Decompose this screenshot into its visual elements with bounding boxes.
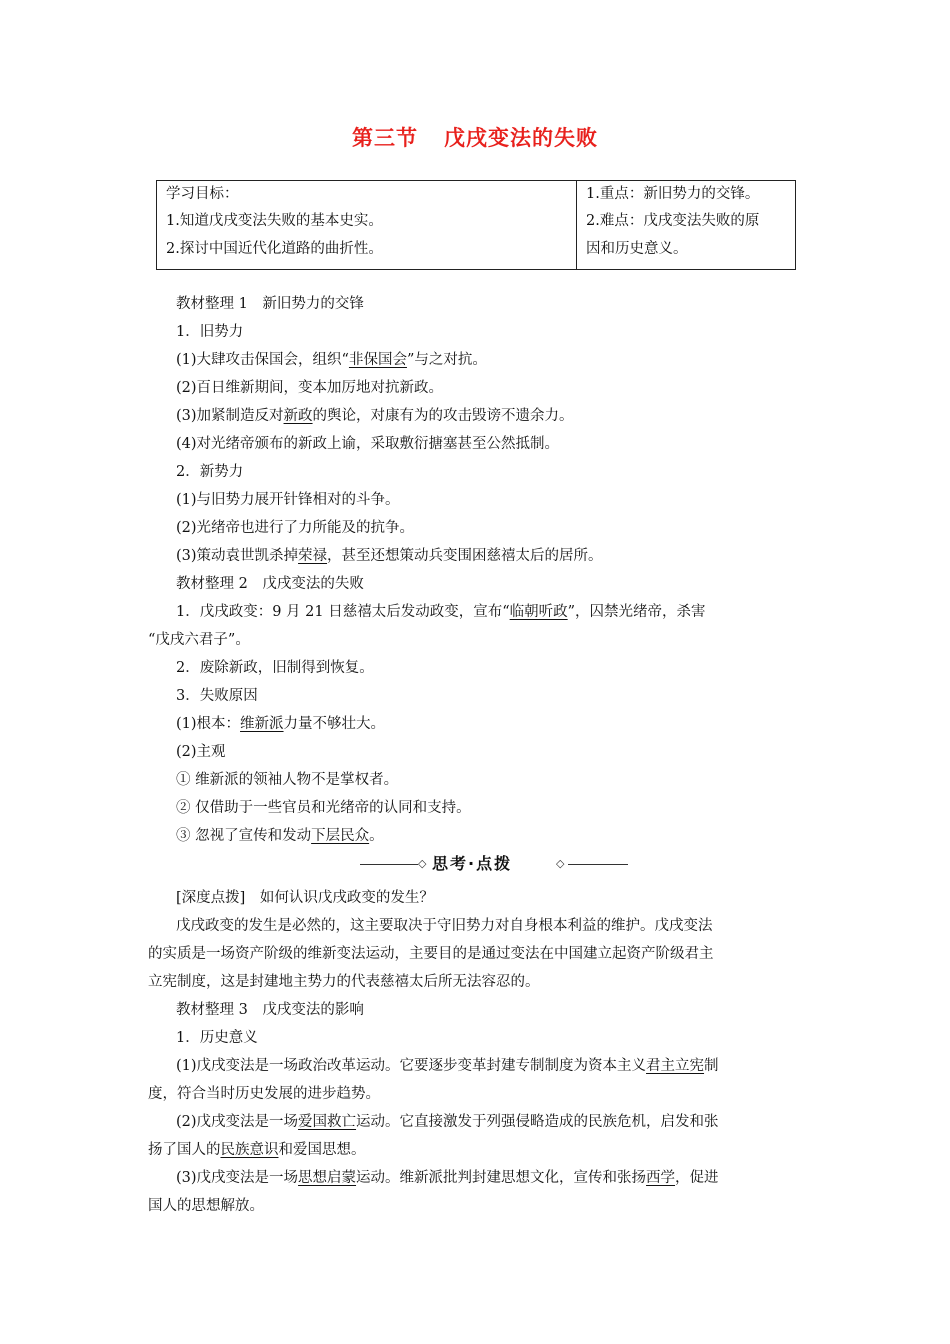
subheading: 1．历史意义 (176, 1030, 258, 1046)
subheading: 1．旧势力 (176, 324, 244, 340)
paragraph: (2)光绪帝也进行了力所能及的抗争。 (176, 520, 415, 536)
paragraph: (3)加紧制造反对新政的舆论，对康有为的攻击毁谤不遗余力。 (176, 408, 574, 424)
paragraph-cont: 立宪制度，这是封建地主势力的代表慈禧太后所无法容忍的。 (148, 974, 540, 990)
paragraph: ② 仅借助于一些官员和光绪帝的认同和支持。 (176, 800, 471, 816)
paragraph-cont: 的实质是一场资产阶级的维新变法运动，主要目的是通过变法在中国建立起资产阶级君主 (148, 946, 714, 962)
divider-line (568, 864, 628, 865)
blank-answer: 下层民众 (311, 828, 370, 844)
paragraph: (3)策动袁世凯杀掉荣禄，甚至还想策动兵变围困慈禧太后的居所。 (176, 548, 603, 564)
paragraph-cont: 度，符合当时历史发展的进步趋势。 (148, 1086, 380, 1102)
paragraph-cont: 国人的思想解放。 (148, 1198, 264, 1214)
blank-answer: 维新派 (240, 716, 284, 732)
paragraph-cont: “戊戌六君子”。 (148, 632, 250, 648)
difficulty: 2.难点：戊戌变法失败的原 (586, 213, 760, 229)
paragraph: 戊戌政变的发生是必然的，这主要取决于守旧势力对自身根本利益的维护。戊戌变法 (176, 918, 713, 934)
section-heading: 教材整理 3 戊戌变法的影响 (176, 1002, 364, 1018)
paragraph: (4)对光绪帝颁布的新政上谕，采取敷衍搪塞甚至公然抵制。 (176, 436, 560, 452)
blank-answer: 新政 (283, 408, 313, 424)
subheading: 3．失败原因 (176, 688, 258, 704)
divider-title: 思考·点拨 (432, 854, 513, 873)
page-title: 第三节 戊戌变法的失败 (352, 126, 598, 150)
section-heading: 教材整理 1 新旧势力的交锋 (176, 296, 364, 312)
goals-label: 学习目标： (166, 186, 239, 202)
blank-answer: 思想启蒙 (298, 1170, 357, 1186)
think-divider (360, 852, 628, 876)
blank-answer: 非保国会 (348, 352, 407, 368)
difficulty-cont: 因和历史意义。 (586, 241, 688, 257)
question: [深度点拨] 如何认识戊戌政变的发生？ (176, 890, 434, 906)
subheading: 2．新势力 (176, 464, 244, 480)
paragraph-cont: 扬了国人的民族意识和爱国思想。 (148, 1142, 366, 1158)
paragraph: (3)戊戌变法是一场思想启蒙运动。维新派批判封建思想文化，宣传和张扬西学，促进 (176, 1170, 719, 1186)
paragraph: 1．戊戌政变：9 月 21 日慈禧太后发动政变，宣布“临朝听政”，囚禁光绪帝，杀害 (176, 604, 706, 620)
key-point: 1.重点：新旧势力的交锋。 (586, 186, 760, 202)
paragraph: (1)与旧势力展开针锋相对的斗争。 (176, 492, 400, 508)
diamond-icon: ◇ (418, 857, 427, 870)
blank-answer: 君主立宪 (646, 1058, 705, 1074)
learning-goals-cell (157, 181, 577, 269)
paragraph: (1)戊戌变法是一场政治改革运动。它要逐步变革封建专制制度为资本主义君主立宪制 (176, 1058, 719, 1074)
divider-line (360, 864, 418, 865)
paragraph: 2．废除新政，旧制得到恢复。 (176, 660, 374, 676)
paragraph: (1)大肆攻击保国会，组织“非保国会”与之对抗。 (176, 352, 487, 368)
blank-answer: 荣禄 (298, 548, 328, 564)
section-heading: 教材整理 2 戊戌变法的失败 (176, 576, 364, 592)
paragraph: (2)戊戌变法是一场爱国救亡运动。它直接激发于列强侵略造成的民族危机，启发和张 (176, 1114, 719, 1130)
key-points-cell (577, 181, 795, 269)
paragraph: (1)根本：维新派力量不够壮大。 (176, 716, 386, 732)
paragraph: ① 维新派的领袖人物不是掌权者。 (176, 772, 399, 788)
diamond-icon: ◇ (556, 857, 565, 870)
blank-answer: 爱国救亡 (298, 1114, 357, 1130)
paragraph: ③ 忽视了宣传和发动下层民众。 (176, 828, 384, 844)
paragraph: (2)百日维新期间，变本加厉地对抗新政。 (176, 380, 444, 396)
paragraph: (2)主观 (176, 744, 226, 760)
learning-goals-table (156, 180, 796, 270)
goal-item: 1.知道戊戌变法失败的基本史实。 (166, 213, 383, 229)
blank-answer: 西学 (646, 1170, 676, 1186)
blank-answer: 临朝听政 (509, 604, 568, 620)
blank-answer: 民族意识 (220, 1142, 279, 1158)
goal-item: 2.探讨中国近代化道路的曲折性。 (166, 241, 383, 257)
